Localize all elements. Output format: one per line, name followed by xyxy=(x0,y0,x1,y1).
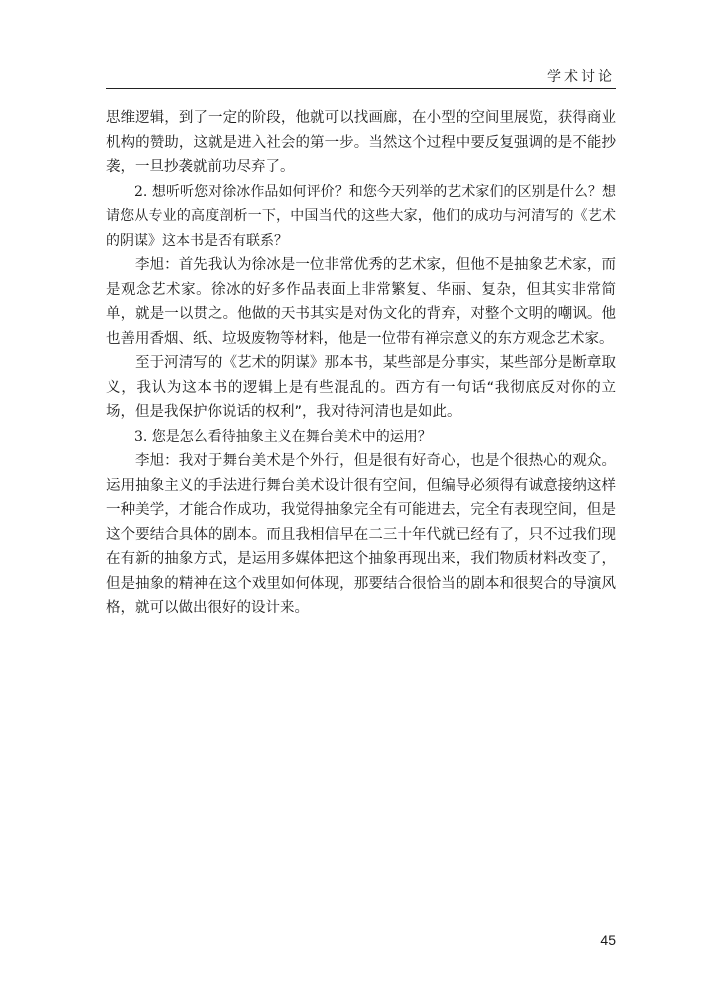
paragraph-answer: 至于河清写的《艺术的阴谋》那本书，某些部是分事实，某些部分是断章取义，我认为这本书的逻辑上是有些混乱的。西方有一句话“我彻底反对你的立场，但是我保护你说话的权利”，我对待河清也是如此。 xyxy=(106,355,616,420)
paragraph-question: 2. 想听听您对徐冰作品如何评价？和您今天列举的艺术家们的区别是什么？想请您从专业的高度剖析一下，中国当代的这些大家，他们的成功与河清写的《艺术的阴谋》这本书是否有联系？ xyxy=(106,183,616,249)
page-number: 45 xyxy=(600,932,616,948)
header-divider xyxy=(106,88,616,89)
paragraph-answer: 李旭：我对于舞台美术是个外行，但是很有好奇心，也是个很热心的观众。运用抽象主义的手法进行舞台美术设计很有空间，但编导必须得有诚意接纳这样一种美学，才能合作成功，我觉得抽象完全有可能进去，完全有表现空间，但是这个要结合具体的剧本。而且我相信早在二三十年代就已经有了，只不过我们现在有新的抽象方式，是运用多媒体把这个抽象再现出来，我们物质材料改变了，但是抽象的精神在这个戏里如何体现，那要结合很恰当的剧本和很契合的导演风格，就可以做出很好的设计来。 xyxy=(106,453,616,616)
body-text xyxy=(106,106,616,621)
running-header-title: 学术讨论 xyxy=(547,69,615,85)
paragraph-question: 3. 您是怎么看待抽象主义在舞台美术中的运用？ xyxy=(134,428,432,445)
paragraph-answer: 李旭：首先我认为徐冰是一位非常优秀的艺术家，但他不是抽象艺术家，而是观念艺术家。徐冰的好多作品表面上非常繁复、华丽、复杂，但其实非常简单，就是一以贯之。他做的天书其实是对伪文化的背弃，对整个文明的嘲讽。他也善用香烟、纸、垃圾废物等材料，他是一位带有禅宗意义的东方观念艺术家。 xyxy=(106,257,616,347)
paragraph-answer-continuation: 思维逻辑，到了一定的阶段，他就可以找画廊，在小型的空间里展览，获得商业机构的赞助，这就是进入社会的第一步。当然这个过程中要反复强调的是不能抄袭，一旦抄袭就前功尽弃了。 xyxy=(106,110,616,175)
